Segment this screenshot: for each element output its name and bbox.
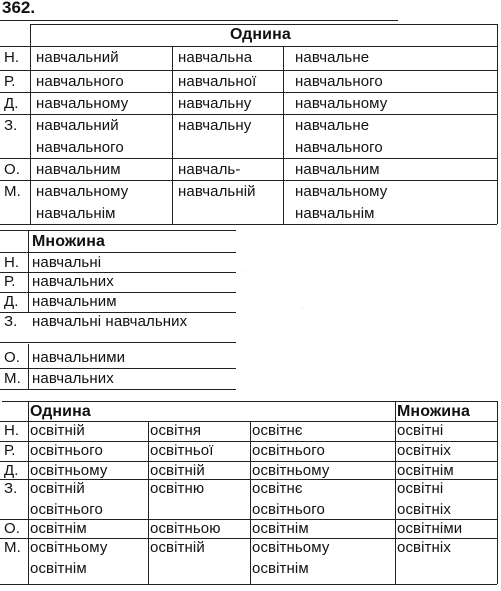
form-cell: навчальної — [178, 73, 257, 90]
form-cell: навчальний — [36, 117, 119, 134]
form-cell: освітній — [30, 422, 85, 439]
column-divider — [395, 401, 396, 584]
form-cell: освітньої — [150, 442, 214, 459]
form-cell: навчальному — [295, 183, 388, 200]
case-label: З. — [4, 313, 18, 330]
form-cell: освітніх — [397, 501, 451, 518]
case-label: О. — [4, 161, 21, 178]
form-cell: освітню — [150, 480, 205, 497]
column-header-plural: Множина — [32, 233, 105, 250]
form-cell: освітній — [30, 480, 85, 497]
form-cell: освітньому — [30, 539, 108, 556]
form-cell: освітній — [150, 462, 205, 479]
row-divider — [30, 24, 497, 25]
number-underline — [0, 20, 398, 21]
case-label: Р. — [4, 273, 16, 290]
column-header-singular: Однина — [230, 26, 291, 43]
form-cell: освітні — [397, 422, 444, 439]
form-cell: освітнім — [397, 462, 454, 479]
case-label: Д. — [4, 462, 19, 479]
case-label: М. — [4, 183, 21, 200]
case-label: О. — [4, 349, 21, 366]
form-cell: освітнім — [252, 520, 309, 537]
form-cell: освітнього — [30, 501, 103, 518]
form-cell: навчального — [36, 139, 124, 156]
form-cell: освітнім — [30, 520, 87, 537]
column-divider — [250, 421, 251, 584]
column-divider — [30, 24, 31, 224]
form-cell: освітнього — [30, 442, 103, 459]
form-cell: освітніх — [397, 539, 451, 556]
column-header-singular: Однина — [30, 403, 91, 420]
column-divider — [283, 46, 284, 224]
form-cell: навчальне — [295, 117, 370, 134]
form-cell: освітньому — [252, 539, 330, 556]
form-cell: освітнє — [252, 480, 303, 497]
form-cell: освітніх — [397, 442, 451, 459]
column-divider — [148, 421, 149, 584]
row-divider — [2, 401, 497, 402]
form-cell: навчаль- — [178, 161, 241, 178]
form-cell: навчального — [36, 73, 124, 90]
form-cell: навчальним — [295, 161, 380, 178]
case-label: Д. — [4, 293, 19, 310]
watermark: · — [236, 261, 248, 278]
form-cell: навчального — [295, 139, 383, 156]
watermark: · — [296, 299, 308, 316]
form-cell: навчальна — [178, 49, 253, 66]
form-cell: навчальним — [36, 161, 121, 178]
case-label: Р. — [4, 442, 16, 459]
row-divider — [0, 230, 236, 231]
form-cell: навчальному — [295, 95, 388, 112]
case-label: М. — [4, 370, 21, 387]
form-cell: освітньому — [252, 462, 330, 479]
case-label: М. — [4, 539, 21, 556]
form-cell: навчальну — [178, 117, 252, 134]
row-divider — [0, 584, 497, 585]
column-divider — [497, 401, 498, 584]
form-cell: освітніми — [397, 520, 463, 537]
form-cell: освітнім — [30, 560, 87, 577]
case-label: З. — [4, 117, 18, 134]
form-cell: навчальнім — [36, 205, 116, 222]
form-cell: навчальне — [295, 49, 370, 66]
form-cell: освітній — [150, 539, 205, 556]
column-divider — [28, 401, 29, 584]
case-label: Д. — [4, 95, 19, 112]
form-cell: навчальну — [178, 95, 252, 112]
form-cell: освітнє — [252, 422, 303, 439]
exercise-number: 362. — [2, 0, 36, 17]
column-divider — [497, 24, 498, 224]
case-label: Н. — [4, 422, 20, 439]
form-cell: навчальному — [36, 183, 129, 200]
case-label: Н. — [4, 49, 20, 66]
case-label: Н. — [4, 254, 20, 271]
column-divider — [172, 46, 173, 224]
form-cell: навчальних — [32, 370, 114, 387]
form-cell: освітнього — [252, 442, 325, 459]
form-cell: освітнього — [252, 501, 325, 518]
form-cell: навчальних — [32, 273, 114, 290]
form-cell: навчальні навчальних — [32, 313, 188, 330]
form-cell: навчальнім — [295, 205, 375, 222]
form-cell: освітньою — [150, 520, 221, 537]
form-cell: навчальні — [32, 254, 102, 271]
form-cell: навчальній — [178, 183, 256, 200]
row-divider — [0, 342, 236, 343]
form-cell: навчальному — [36, 95, 129, 112]
column-divider — [28, 344, 29, 389]
form-cell: навчальними — [32, 349, 126, 366]
form-cell: освітньому — [30, 462, 108, 479]
case-label: О. — [4, 520, 21, 537]
form-cell: навчальний — [36, 49, 119, 66]
form-cell: навчальним — [32, 293, 117, 310]
case-label: З. — [4, 480, 18, 497]
case-label: Р. — [4, 73, 16, 90]
form-cell: навчального — [295, 73, 383, 90]
form-cell: освітня — [150, 422, 202, 439]
form-cell: освітні — [397, 480, 444, 497]
column-header-plural: Множина — [397, 403, 470, 420]
column-divider — [28, 230, 29, 312]
form-cell: освітнім — [252, 560, 309, 577]
